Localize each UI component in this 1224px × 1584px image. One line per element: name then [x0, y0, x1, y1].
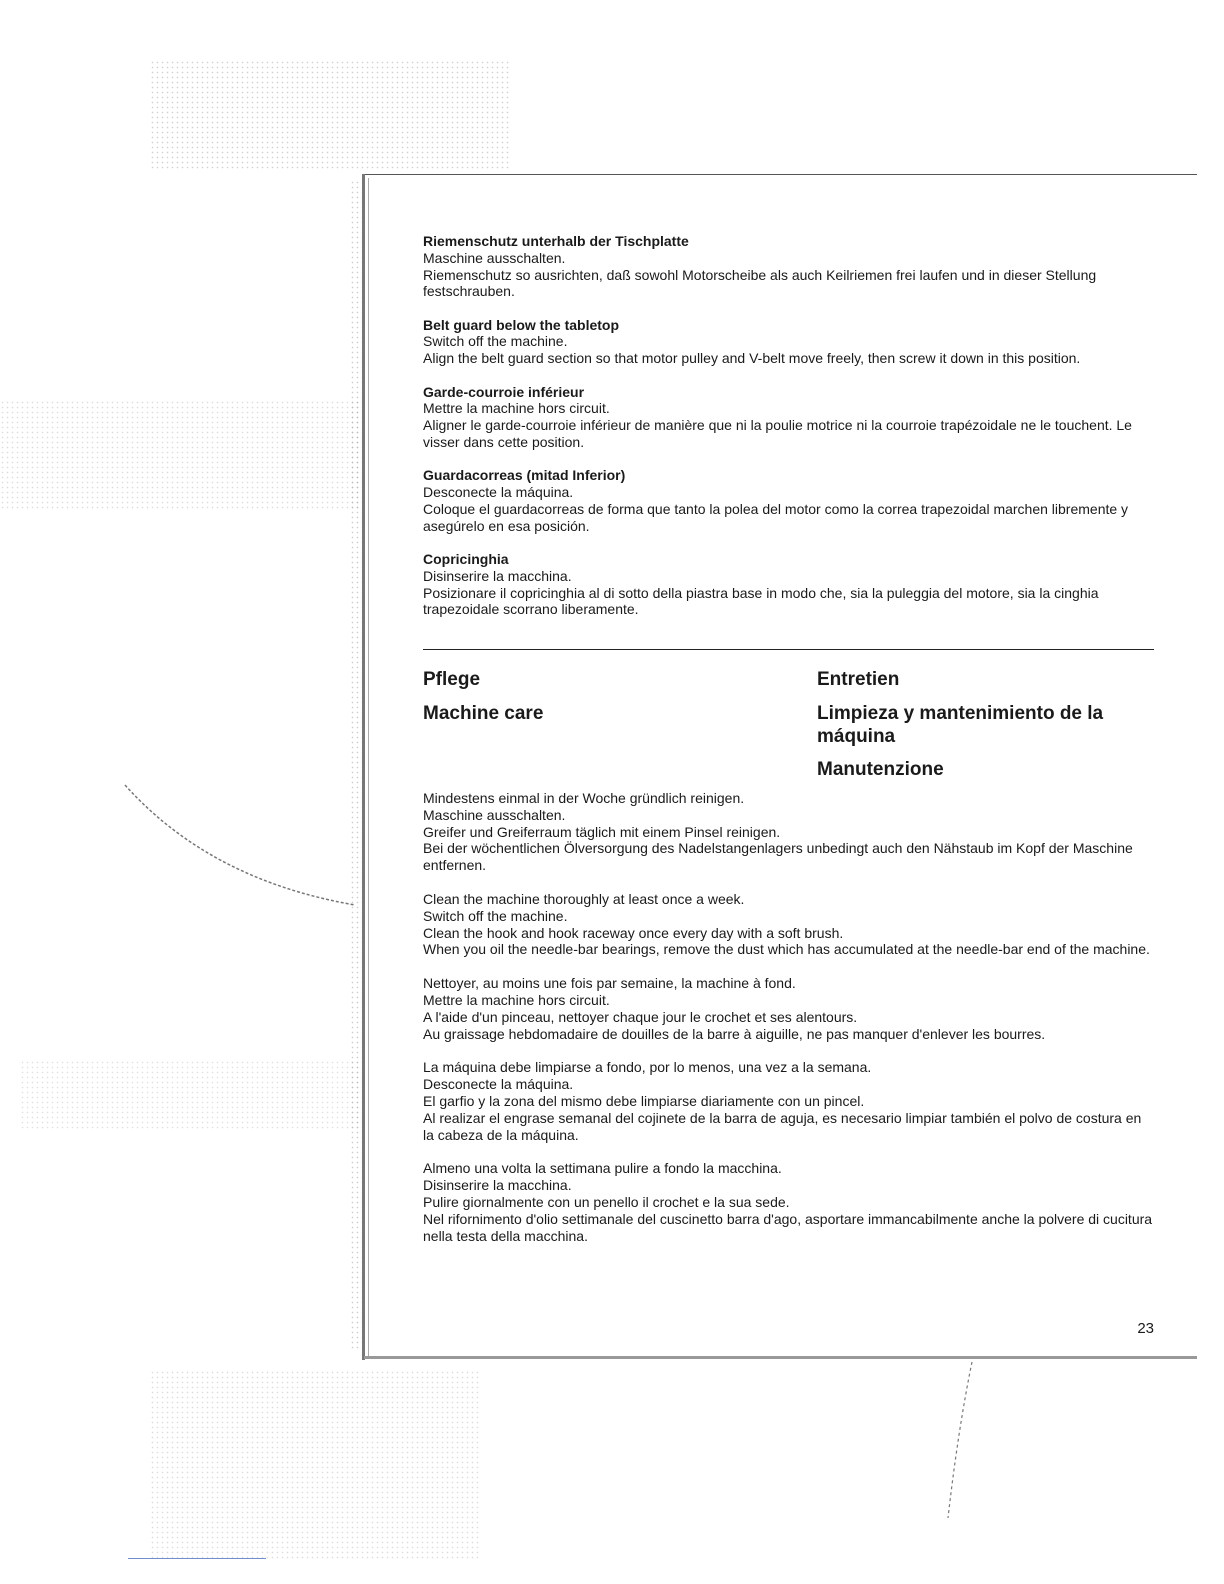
care-line: La máquina debe limpiarse a fondo, por lo menos, una vez a la semana. — [423, 1059, 872, 1076]
section-line: Switch off the machine. — [423, 333, 568, 350]
section-line: Mettre la machine hors circuit. — [423, 400, 610, 417]
heading-limpieza: Limpieza y mantenimiento de la máquina — [817, 703, 1104, 747]
heading-pflege: Pflege — [423, 669, 481, 690]
scan-crease-mark — [930, 1360, 990, 1520]
page-edge-bottom — [364, 1356, 1197, 1359]
scan-speckle-bottom — [150, 1370, 480, 1560]
scan-speckle-left-lower — [20, 1060, 360, 1130]
section-de — [423, 233, 1154, 300]
belt-guard-instructions — [423, 233, 1154, 635]
page-number: 23 — [1137, 1320, 1154, 1337]
section-line: Disinserire la macchina. — [423, 567, 572, 584]
section-divider — [423, 649, 1154, 650]
care-line: Desconecte la máquina. — [423, 1076, 574, 1093]
section-title: Riemenschutz unterhalb der Tischplatte — [423, 233, 689, 249]
care-paragraph-es — [423, 1059, 1154, 1143]
care-line: Maschine ausschalten. — [423, 806, 566, 823]
care-line: Bei der wöchentlichen Ölversorgung des Nadelstangenlagers unbedingt auch den Nähstaub im Kopf der Maschine entfernen. — [423, 840, 1133, 874]
page-edge-left-inner — [368, 178, 369, 1358]
section-line: Maschine ausschalten. — [423, 249, 566, 266]
section-title: Guardacorreas (mitad Inferior) — [423, 467, 626, 484]
care-line: Nettoyer, au moins une fois par semaine, la machine à fond. — [423, 975, 796, 992]
heading-machine-care: Machine care — [423, 703, 544, 724]
page-edge-top — [362, 174, 1197, 175]
scan-speckle-top — [150, 60, 510, 170]
section-line: Aligner le garde-courroie inférieur de manière que ni la poulie motrice ni la courroie trapézoidale ne le touchent. Le visser dans cette position. — [423, 417, 1132, 450]
section-it — [423, 551, 1154, 618]
section-line: Coloque el guardacorreas de forma que tanto la polea del motor como la correa trapezoidal marchen libremente y asegúrelo en esa posición. — [423, 500, 1129, 534]
care-line: Clean the machine thoroughly at least once a week. — [423, 890, 745, 907]
care-line: Mindestens einmal in der Woche gründlich reinigen. — [423, 790, 745, 806]
section-line: Posizionare il copricinghia al di sotto della piastra base in modo che, sia la puleggia del motore, sia la cinghia trapezoidale scorrano liberamente. — [423, 584, 1099, 618]
section-title: Belt guard below the tabletop — [423, 316, 620, 333]
section-line: Align the belt guard section so that motor pulley and V-belt move freely, then screw it down in this position. — [423, 350, 1081, 367]
section-title: Copricinghia — [423, 550, 509, 567]
machine-care-instructions — [423, 790, 1154, 1261]
section-es — [423, 467, 1154, 534]
care-line: Switch off the machine. — [423, 907, 568, 924]
scan-speckle-left — [0, 400, 360, 510]
care-line: Au graissage hebdomadaire de douilles de la barre à aiguille, ne pas manquer d'enlever les bourres. — [423, 1025, 1046, 1042]
care-paragraph-de — [423, 790, 1154, 874]
care-paragraph-it — [423, 1160, 1154, 1244]
scan-blue-line — [128, 1558, 266, 1559]
care-line: Greifer und Greiferraum täglich mit einem Pinsel reinigen. — [423, 823, 781, 840]
care-line: Pulire giornalmente con un penello il crochet e la sua sede. — [423, 1193, 790, 1210]
care-line: El garfio y la zona del mismo debe limpiarse diariamente con un pincel. — [423, 1092, 865, 1109]
section-line: Riemenschutz so ausrichten, daß sowohl Motorscheibe als auch Keilriemen frei laufen und in dieser Stellung festschrauben. — [423, 266, 1097, 300]
scan-arc-mark — [120, 780, 360, 910]
care-line: Al realizar el engrase semanal del cojinete de la barra de aguja, es necesario limpiar también el polvo de costura en la cabeza de la máquina. — [423, 1109, 1142, 1143]
heading-manutenzione: Manutenzione — [817, 759, 944, 780]
care-line: Clean the hook and hook raceway once every day with a soft brush. — [423, 924, 844, 941]
care-line: Almeno una volta la settimana pulire a fondo la macchina. — [423, 1160, 782, 1177]
section-en — [423, 317, 1154, 367]
care-line: When you oil the needle-bar bearings, remove the dust which has accumulated at the needle-bar end of the machine. — [423, 941, 1150, 958]
section-title: Garde-courroie inférieur — [423, 383, 585, 400]
section-fr — [423, 384, 1154, 451]
care-line: Mettre la machine hors circuit. — [423, 991, 610, 1008]
page-edge-left — [362, 174, 365, 1360]
section-line: Desconecte la máquina. — [423, 484, 574, 501]
care-paragraph-fr — [423, 975, 1154, 1042]
care-paragraph-en — [423, 891, 1154, 958]
care-line: Nel rifornimento d'olio settimanale del cuscinetto barra d'ago, asportare immancabilmente anche la polvere di cucitura nella testa della macchina. — [423, 1210, 1153, 1244]
heading-entretien: Entretien — [817, 669, 900, 690]
care-line: Disinserire la macchina. — [423, 1177, 572, 1194]
care-line: A l'aide d'un pinceau, nettoyer chaque jour le crochet et ses alentours. — [423, 1008, 858, 1025]
